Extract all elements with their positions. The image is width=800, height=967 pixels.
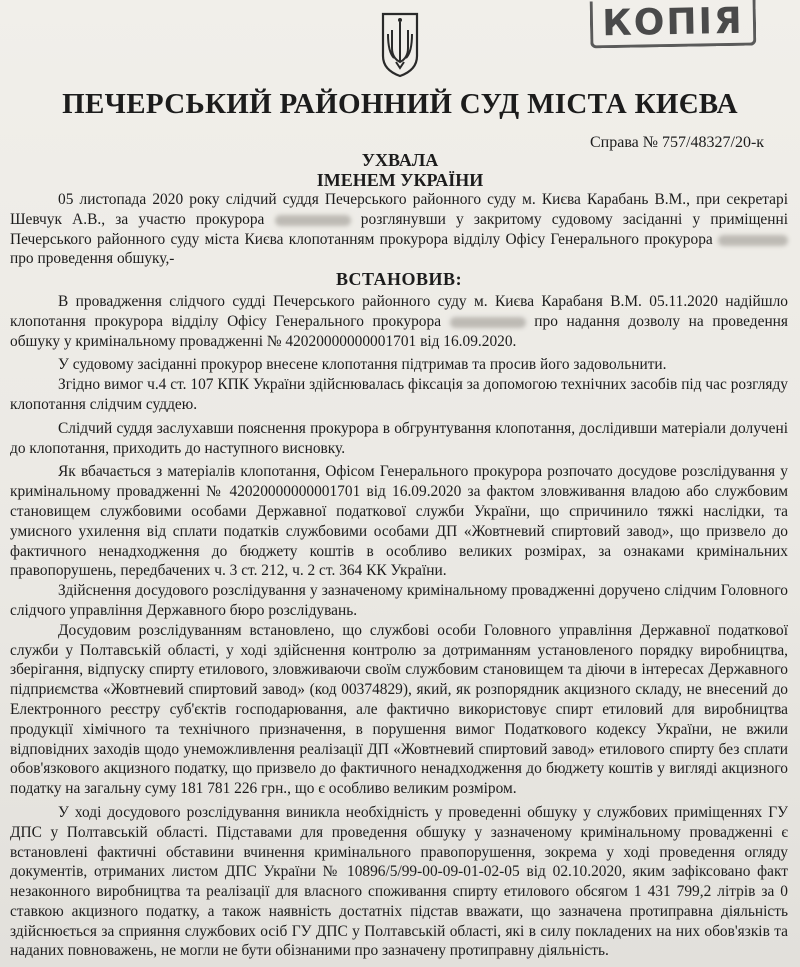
document-subtitle: ІМЕНЕМ УКРАЇНИ [316, 170, 484, 190]
case-number: Справа № 757/48327/20-к [590, 134, 765, 151]
document-body [10, 190, 788, 961]
redacted-name [718, 235, 788, 246]
paragraph: Здійснення досудового розслідування у зазначеному кримінальному провадженні доручено слідчим Головного слідчого управління Державного бюро розслідувань. [10, 582, 788, 619]
paragraph: Як вбачається з матеріалів клопотання, Офісом Генерального прокурора розпочато досудове розслідування у кримінальному провадженні № 42020000000001701 від 16.09.2020 за фактом зловживання владою або службовим становищем службовими особами Державної податкової служби України, що спричинило тяжкі наслідки, та умисного ухилення від сплати податків службовими особами ДП «Жовтневий спиртовий завод», що призвело до фактичного ненадходження до бюджету коштів в особливо великих розмірах, за ознаками кримінальних правопорушень, передбачених ч. 3 ст. 212, ч. 2 ст. 364 КК України. [10, 463, 788, 580]
paragraph: Досудовим розслідуванням встановлено, що службові особи Головного управління Державної податкової служби у Полтавській області, у ході здійснення контролю за дотриманням установленого порядку виробництва, зберігання, відпуску спирту етилового, зловживаючи своїм службовим становищем та діючи в інтересах Державного підприємства «Жовтневий спиртовий завод» (код 00374829), який, як розпорядник акцизного складу, не внесений до Електронного реєстру суб'єктів господарювання, але фактично використовує спирт етиловий для виробництва продукції хімічного та технічного призначення, в порушення вимог Податкового кодексу України, не вжили відповідних заходів щодо унеможливлення реалізації ДП «Жовтневий спиртовий завод» етилового спирту без сплати обов'язкового акцизного податку, що призвело до фактичного ненадходження до бюджету коштів у вигляді акцизного податку на загальну суму 181 781 226 грн., що є особливо великим розміром. [10, 621, 788, 798]
paragraph: Слідчий суддя заслухавши пояснення прокурора в обгрунтування клопотання, дослідивши матеріали долучені до клопотання, приходить до наступного висновку. [10, 419, 788, 457]
established-heading: ВСТАНОВИВ: [335, 269, 463, 290]
paragraph: У ході досудового розслідування виникла необхідність у проведенні обшуку у службових приміщеннях ГУ ДПС у Полтавській області. Підставами для проведення обшуку у зазначеному кримінальному провадженні є встановлені фактичні обставини вчинення кримінального правопорушення, зокрема у ході проведення огляду документів, отриманих листом ДПС України № 10896/5/99-00-09-01-02-05 від 02.10.2020, яким зафіксовано факт незаконного виробництва та реалізації для власного споживання спирту етилового обсягом 1 431 799,2 літрів за 0 ставкою акцизного податку, а також наявність достатніх підстав вважати, що зазначена протиправна діяльність здійснюється за сприяння службових осіб ГУ ДПС у Полтавській області, які в силу покладених на них обов'язків та наданих повноважень, не могли не бути обізнаними про зазначену протиправну діяльність. [10, 803, 788, 960]
paragraph: У судовому засіданні прокурор внесене клопотання підтримав та просив його задовольнити. [58, 356, 667, 374]
court-name: ПЕЧЕРСЬКИЙ РАЙОННИЙ СУД МІСТА КИЄВА [62, 88, 738, 120]
intro-paragraph: 05 листопада 2020 року слідчий суддя Печерського районного суду м. Києва Карабань В.М., при секретарі Шевчук А.В., за участю прокурора розглянувши у закритому судовому засіданні у приміщенні Печерського районного суду міста Києва клопотанням прокурора відділу Офісу Генерального прокурора про проведення обшуку,- [10, 191, 788, 268]
document-title: УХВАЛА [361, 150, 439, 170]
paragraph: В провадження слідчого судді Печерського районного суду м. Києва Карабаня В.М. 05.11.2020 надійшло клопотання прокурора відділу Офісу Генерального прокурора про надання дозволу на проведення обшуку у кримінальному провадженні № 42020000000001701 від 16.09.2020. [10, 292, 788, 350]
copy-stamp: КОПІЯ [590, 0, 757, 48]
redacted-name [275, 215, 351, 226]
redacted-name [450, 317, 526, 328]
paragraph: Згідно вимог ч.4 ст. 107 КПК України здійснювалась фіксація за допомогою технічних засобів під час розгляду клопотання слідчим суддею. [10, 376, 788, 413]
trident-coat-of-arms-icon [380, 12, 420, 78]
